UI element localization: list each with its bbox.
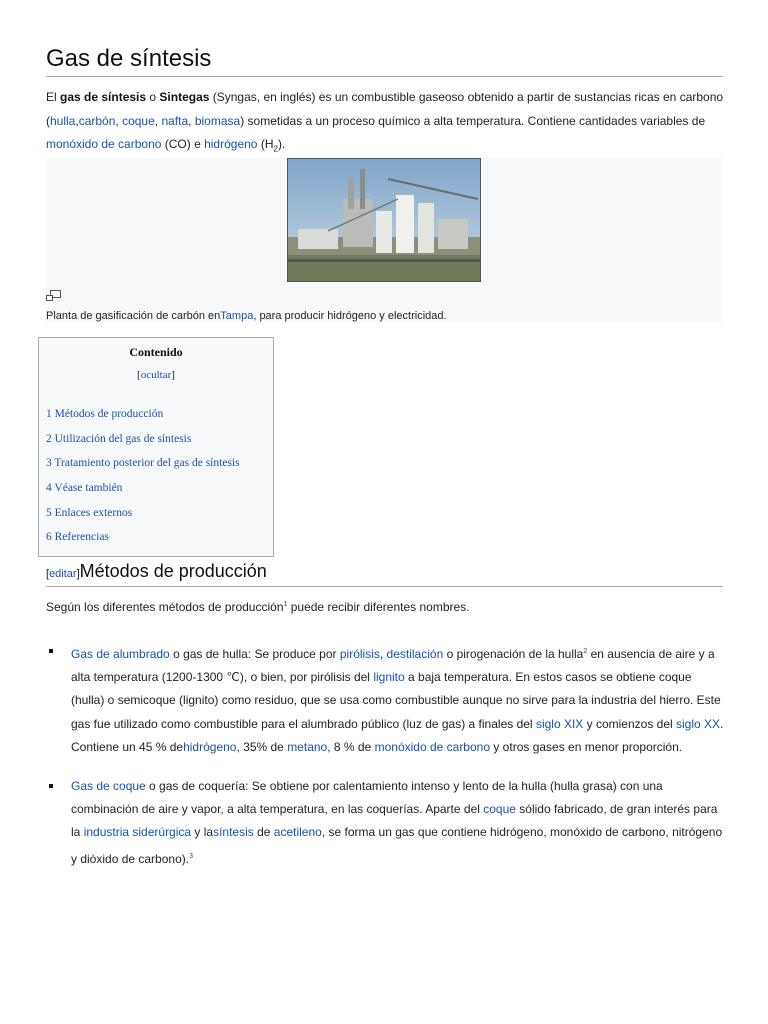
caption-text: Planta de gasificación de carbón en <box>46 310 221 322</box>
link-pirolisis[interactable]: pirólisis <box>339 647 380 661</box>
toc-item[interactable]: 1 Métodos de producción <box>46 408 164 420</box>
list-text: o pirogenación de la hulla <box>443 647 584 661</box>
edit-bracket: ] <box>76 568 80 580</box>
enlarge-icon-graphic <box>46 290 61 301</box>
edit-link[interactable]: editar <box>49 568 77 580</box>
link-nafta[interactable]: nafta <box>161 113 189 128</box>
intro-text: (H <box>257 137 274 151</box>
link-lignito[interactable]: lignito <box>373 670 405 685</box>
bullet-marker <box>49 649 53 653</box>
page-title: Gas de síntesis <box>46 44 723 77</box>
intro-text: El <box>46 90 61 104</box>
methods-list <box>46 640 726 887</box>
list-text: o gas de hulla: Se produce por <box>169 647 340 661</box>
section-heading <box>46 560 723 587</box>
link-coque[interactable]: coque <box>122 113 155 128</box>
list-text: y la <box>191 825 214 840</box>
caption-text: , para producir hidrógeno y electricidad. <box>253 310 447 322</box>
link-tampa[interactable]: Tampa <box>220 310 254 322</box>
table-of-contents <box>38 337 274 557</box>
link-coque-2[interactable]: coque <box>483 802 516 817</box>
link-siglo-xix[interactable]: siglo XIX <box>535 716 584 731</box>
link-gas-de-coque[interactable]: Gas de coque <box>71 779 146 794</box>
list-text: , 8 % de <box>327 739 375 754</box>
enlarge-icon[interactable] <box>46 290 61 304</box>
list-text: y otros gases en menor proporción. <box>490 739 683 754</box>
intro-bold-term: Sintegas <box>159 90 210 104</box>
toc-bracket: [ <box>137 369 141 381</box>
link-carbon[interactable]: carbón <box>78 113 116 128</box>
link-monoxido[interactable]: monóxido de carbono <box>46 137 162 151</box>
intro-text: (Syngas, en inglés) es un combustible gaseoso obtenido a partir de sustancias ricas en carbono ( <box>46 90 724 128</box>
intro-bold-term: gas de síntesis <box>60 90 147 104</box>
list-item <box>46 640 726 759</box>
link-hulla[interactable]: hulla <box>50 113 76 128</box>
list-text: de <box>253 825 274 840</box>
list-item <box>46 775 726 871</box>
paragraph-text: Según los diferentes métodos de producción <box>46 600 284 614</box>
reference-1[interactable]: 1 <box>283 601 288 608</box>
list-text: , <box>379 647 387 661</box>
list-text: en ausencia de aire y a alta temperatura (1200-1300 ℃), o bien, por pirólisis del <box>71 647 715 685</box>
bullet-marker <box>49 784 53 788</box>
intro-text: o <box>146 90 160 104</box>
intro-text: , <box>188 113 195 128</box>
list-text: y comienzos del <box>583 716 677 731</box>
toc-bracket: ] <box>171 369 175 381</box>
link-sintesis[interactable]: síntesis <box>213 825 254 840</box>
toc-title: Contenido <box>129 345 183 359</box>
link-acetileno[interactable]: acetileno <box>273 825 322 840</box>
figure-caption <box>46 310 447 322</box>
reference-2[interactable]: 2 <box>583 648 588 655</box>
section-paragraph <box>46 600 726 614</box>
paragraph-text: puede recibir diferentes nombres. <box>287 600 470 614</box>
toc-item[interactable]: 4 Véase también <box>46 482 123 495</box>
toc-item[interactable]: 6 Referencias <box>46 531 109 544</box>
toc-list <box>46 408 240 556</box>
link-siglo-xx[interactable]: siglo XX <box>676 716 721 731</box>
link-hidrogeno[interactable]: hidrógeno <box>204 137 258 151</box>
edit-bracket: [ <box>46 568 50 580</box>
plant-photo-graphic <box>288 159 480 281</box>
link-destilacion[interactable]: destilación <box>386 647 444 661</box>
toc-toggle <box>39 369 273 381</box>
intro-text: ) sometidas a un proceso químico a alta temperatura. Contiene cantidades variables de <box>240 113 706 128</box>
list-text: . Contiene un 45 % de <box>71 716 724 754</box>
list-text: , 35% de <box>236 739 288 754</box>
figure-box <box>46 158 723 323</box>
intro-text: ). <box>277 137 286 151</box>
toc-hide-link[interactable]: ocultar <box>140 369 172 381</box>
list-text: sólido fabricado, de gran interés para la <box>71 802 718 840</box>
list-text: o gas de coquería: Se obtiene por calentamiento intenso y lento de la hulla (hulla grasa) con una combinación de aire y vapor, a alta temperatura, en las coquerías. Aparte del <box>71 779 663 817</box>
link-monoxido-2[interactable]: monóxido de carbono <box>374 739 491 754</box>
list-text: , se forma un gas que contiene hidrógeno, monóxido de carbono, nitrógeno y dióxido de carbono). <box>71 825 723 866</box>
plant-photo[interactable] <box>287 158 481 282</box>
link-hidrogeno-2[interactable]: hidrógeno <box>183 739 237 754</box>
intro-text: , <box>75 113 79 128</box>
intro-text: (CO) e <box>161 137 205 151</box>
link-gas-de-alumbrado[interactable]: Gas de alumbrado <box>71 647 170 661</box>
subscript: 2 <box>273 144 278 154</box>
toc-item[interactable]: 2 Utilización del gas de síntesis <box>46 432 192 445</box>
link-industria-siderurgica[interactable]: industria siderúrgica <box>83 825 192 840</box>
edit-section <box>46 568 80 580</box>
intro-text: , <box>115 113 123 128</box>
toc-item[interactable]: 5 Enlaces externos <box>46 506 133 519</box>
intro-paragraph <box>46 86 726 161</box>
link-metano[interactable]: metano <box>287 739 328 754</box>
intro-text: , <box>154 113 162 128</box>
link-biomasa[interactable]: biomasa <box>194 113 241 128</box>
reference-3[interactable]: 3 <box>189 852 193 860</box>
list-text: a baja temperatura. En estos casos se obtiene coque (hulla) o semicoque (lignito) como residuo, que se usa como combustible aunque no sirve para la industria del hierro. Este gas fue utilizado como combustible para el alumbrado público (luz de gas) a finales del <box>71 670 721 731</box>
section-title: Métodos de producción <box>79 561 267 581</box>
toc-item[interactable]: 3 Tratamiento posterior del gas de síntesis <box>46 457 240 470</box>
